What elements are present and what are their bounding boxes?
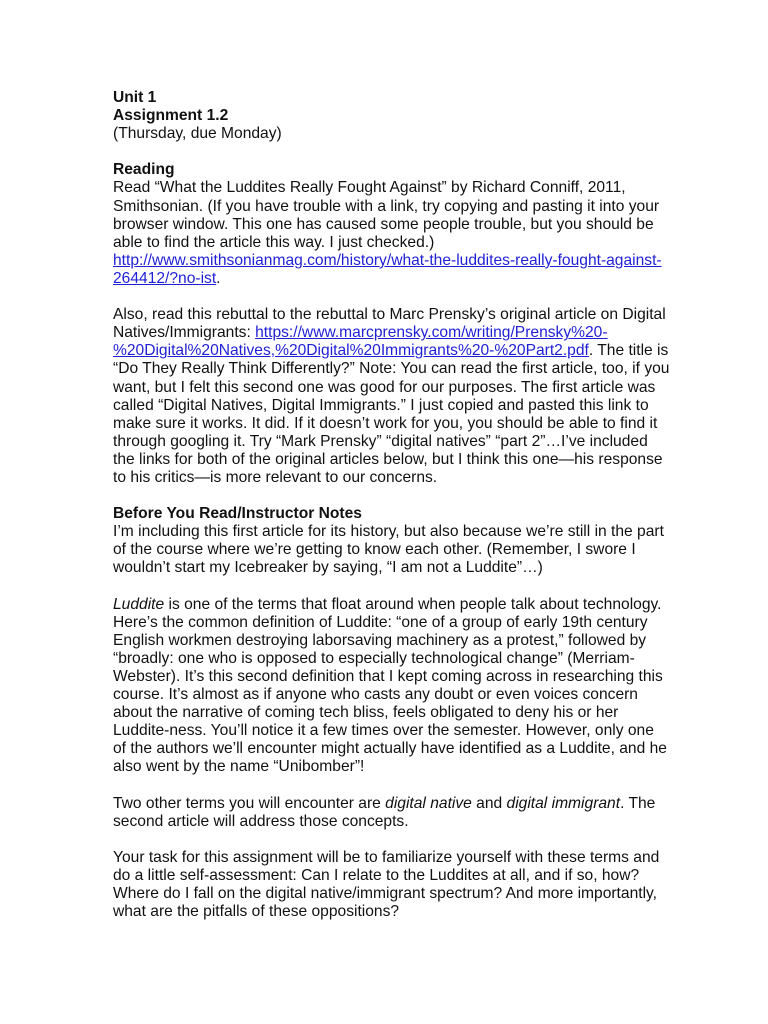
reading-paragraph-line: Smithsonian. (If you have trouble with a link, try copying and pasting it into your [113,197,660,215]
terms-and: and [471,794,507,812]
luddite-paragraph-line: Luddite-ness. You’ll notice it a few times over the semester. However, only one [113,722,654,740]
prensky-link[interactable]: https://www.marcprensky.com/writing/Prensky%20- [255,324,608,342]
luddite-paragraph-line: about the narrative of coming tech bliss, feels obligated to deny his or her [113,704,619,722]
reading-paragraph-line: Read “What the Luddites Really Fought Against” by Richard Conniff, 2011, [113,179,626,197]
luddite-paragraph-line: also went by the name “Unibomber”! [113,758,365,776]
reading-paragraph-line: browser window. This one has caused some people trouble, but you should be [113,215,654,233]
rebuttal-paragraph-line: called “Digital Natives, Digital Immigrants.” I just copied and pasted this link to [113,396,649,414]
spacer [113,831,658,849]
luddite-paragraph-line: “broadly: one who is opposed to especially technological change” (Merriam- [113,649,635,667]
smithsonian-link-continued[interactable]: 264412/?no-ist [113,269,217,287]
task-paragraph-line: Where do I fall on the digital native/immigrant spectrum? And more importantly, [113,885,658,903]
instructor-notes-heading: Before You Read/Instructor Notes [113,505,362,523]
rebuttal-paragraph-line: “Do They Really Think Differently?” Note: You can read the first article, too, if you [113,360,670,378]
luddite-paragraph-line: of the authors we’ll encounter might actually have identified as a Luddite, and he [113,740,667,758]
reading-paragraph-line: able to find the article this way. I just checked.) [113,233,435,251]
assignment-schedule: (Thursday, due Monday) [113,125,282,143]
luddite-paragraph-line: Webster). It’s this second definition that I kept coming across in researching this [113,668,663,685]
rebuttal-paragraph-line [113,342,669,360]
luddite-paragraph-line: course. It’s almost as if anyone who casts any doubt or even voices concern [113,686,638,704]
reading-heading: Reading [113,161,175,179]
luddite-paragraph-line [113,595,662,614]
digital-native-term: digital native [385,794,472,812]
assignment-title: Assignment 1.2 [113,107,229,125]
task-paragraph-line: what are the pitfalls of these oppositions? [113,903,400,921]
notes-paragraph-line: of the course where we’re getting to know each other. (Remember, I swore I [113,541,636,559]
digital-immigrant-term: digital immigrant [506,794,621,812]
rebuttal-paragraph-line: through googling it. Try “Mark Prensky” “digital natives” “part 2”…I’ve included [113,432,648,450]
rebuttal-paragraph-line: the links for both of the original articles below, but I think this one—his response [113,450,663,468]
luddite-term: Luddite [113,595,165,613]
terms-paragraph-line [113,795,658,813]
prensky-link-continued[interactable]: %20Digital%20Natives,%20Digital%20Immigrants%20-%20Part2.pdf [113,342,589,360]
rebuttal-paragraph-line: make sure it works. It did. If it doesn’t work for you, you should be able to find it [113,414,658,432]
spacer [113,777,658,795]
rebuttal-paragraph-line [113,324,658,342]
title-is-text: . The title is [588,342,669,360]
terms-the: . The [620,794,656,812]
smithsonian-link[interactable]: http://www.smithsonianmag.com/history/what-the-luddites-really-fought-against- [113,251,662,269]
spacer [113,143,658,161]
rebuttal-paragraph-line: Also, read this rebuttal to the rebuttal to Marc Prensky’s original article on Digital [113,306,666,324]
terms-paragraph-line: second article will address those concepts. [113,812,409,830]
spacer [113,487,658,505]
task-paragraph-line: do a little self-assessment: Can I relate to the Luddites at all, and if so, how? [113,867,640,885]
luddite-line-text: is one of the terms that float around when people talk about technology. [164,595,662,613]
rebuttal-paragraph-line: to his critics—is more relevant to our concerns. [113,468,438,486]
rebuttal-paragraph-line: want, but I felt this second one was good for our purposes. The first article was [113,378,656,396]
luddite-paragraph-line: Here’s the common definition of Luddite: “one of a group of early 19th century [113,613,648,631]
task-paragraph-line: Your task for this assignment will be to familiarize yourself with these terms and [113,848,660,866]
terms-text: Two other terms you will encounter are [113,794,386,812]
document-page [113,89,670,921]
notes-paragraph-line: I’m including this first article for its history, but also because we’re still in the part [113,523,664,541]
spacer [113,578,658,596]
smithsonian-link-line [113,270,658,288]
spacer [113,288,658,306]
luddite-paragraph-line: English workmen destroying laborsaving machinery as a protest,” followed by [113,631,647,649]
notes-paragraph-line: wouldn’t start my Icebreaker by saying, “I am not a Luddite”…) [113,559,543,577]
unit-title: Unit 1 [113,89,157,106]
link-trailing-period: . [216,269,221,287]
natives-immigrants-label: Natives/Immigrants: [113,324,256,342]
smithsonian-link-line [113,251,662,270]
